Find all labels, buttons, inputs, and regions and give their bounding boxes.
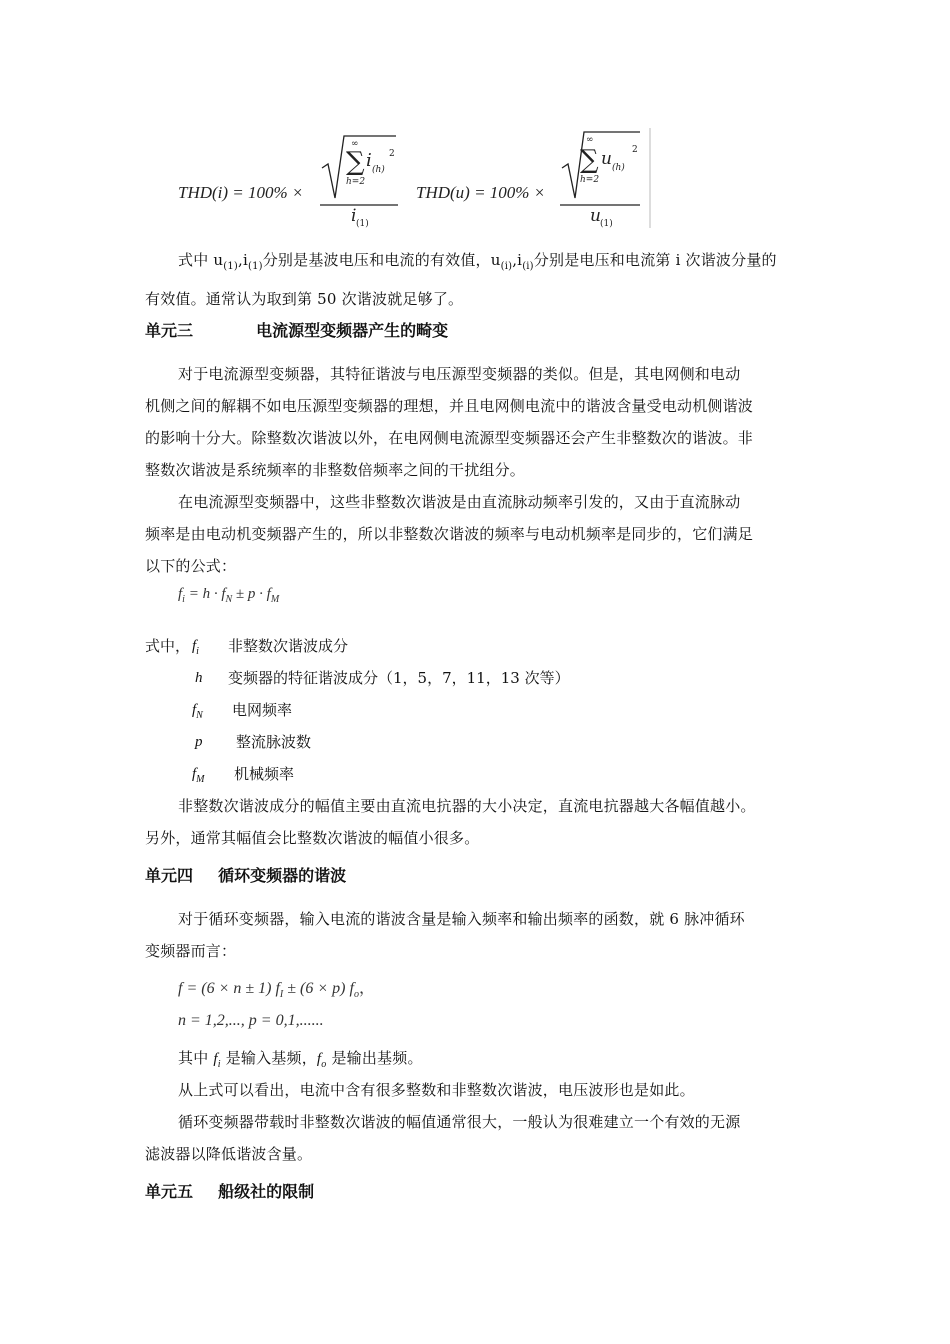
thd-u-sum-top: ∞ <box>586 135 594 145</box>
paragraph-line: 整数次谐波是系统频率的非整数倍频率之间的干扰组分。 <box>145 461 526 479</box>
variable-symbol: p <box>195 734 203 750</box>
text-span: 是输出基频。 <box>326 1049 423 1067</box>
thd-u-sum-bot: h=2 <box>580 175 600 185</box>
subscript: o <box>321 1059 327 1070</box>
thd-formula-graphic <box>170 128 660 228</box>
thd-u-sq: 2 <box>632 145 638 155</box>
variable-definition: 非整数次谐波成分 <box>228 637 349 655</box>
text-span: 式中 u <box>178 251 224 269</box>
paragraph-cycloconverter <box>145 903 815 967</box>
variable-list <box>145 630 815 790</box>
variable-definition: 机械频率 <box>234 765 295 783</box>
section-heading-5 <box>145 1179 314 1202</box>
variable-row <box>145 694 815 726</box>
formula-part: ， <box>358 980 375 997</box>
formula-part: f <box>178 586 183 602</box>
text-span: 是输入基频， <box>220 1049 317 1067</box>
paragraph-line: 对于循环变频器，输入电流的谐波含量是输入频率和输出频率的函数，就 6 脉冲循环 <box>178 910 745 928</box>
text-span: 其中 <box>178 1049 214 1067</box>
formula-part: = h · f <box>184 586 226 602</box>
paragraph-line: 变频器而言： <box>145 942 237 960</box>
paragraph-line: 对于电流源型变频器，其特征谐波与电压源型变频器的类似。但是，其电网侧和电动 <box>178 365 741 383</box>
paragraph-line: 另外，通常其幅值会比整数次谐波的幅值小很多。 <box>145 829 480 847</box>
variable-symbol: h <box>195 670 203 686</box>
subscript: o <box>353 989 359 1000</box>
formula-part: f = (6 × n ± 1) f <box>178 980 280 997</box>
thd-i-label: THD(i) = 100% × <box>178 183 304 202</box>
paragraph-line: 的影响十分大。除整数次谐波以外，在电网侧电流源型变频器还会产生非整数次的谐波。非 <box>145 429 754 447</box>
paragraph-filter <box>145 1106 815 1170</box>
math-symbol: f <box>316 1051 322 1067</box>
formula-line <box>178 976 375 1008</box>
thd-i-sum-bot: h=2 <box>346 177 366 187</box>
subscript: (i) <box>500 261 513 272</box>
paragraph-line: 在电流源型变频器中，这些非整数次谐波是由直流脉动频率引发的，又由于直流脉动 <box>178 493 741 511</box>
variable-definition: 变频器的特征谐波成分（1，5，7，11，13 次等） <box>228 669 570 687</box>
thd-i-denom: i <box>351 206 357 226</box>
formula-cycloconverter <box>178 976 375 1034</box>
paragraph-line: 非整数次谐波成分的幅值主要由直流电抗器的大小决定，直流电抗器越大各幅值越小。 <box>178 797 756 815</box>
thd-u-sigma: ∑ <box>580 145 599 175</box>
variable-symbol: $f_i$ <box>192 638 199 657</box>
thd-u-denom-sub: (1) <box>600 219 613 228</box>
paragraph-line: 循环变频器带载时非整数次谐波的幅值通常很大，一般认为很难建立一个有效的无源 <box>178 1113 741 1131</box>
paragraph-line: 机侧之间的解耦不如电压源型变频器的理想，并且电网侧电流中的谐波含量受电动机侧谐波 <box>145 397 754 415</box>
formula-line: n = 1,2,..., p = 0,1,...... <box>178 1012 324 1029</box>
variable-definition: 电网频率 <box>232 701 293 719</box>
text-span: 分别是基波电压和电流的有效值，u <box>262 251 501 269</box>
section-number: 单元三 <box>145 321 194 340</box>
thd-i-sum-top: ∞ <box>351 139 359 149</box>
variable-symbol: $f_N$ <box>192 702 203 721</box>
subscript: (i) <box>522 261 534 272</box>
paragraph-line: 滤波器以降低谐波含量。 <box>145 1145 313 1163</box>
subscript: I <box>279 989 284 1000</box>
variable-prefix: 式中， <box>145 637 191 655</box>
text-span: 分别是电压和电流第 i 次谐波分量的 <box>533 251 777 269</box>
variable-definition: 整流脉波数 <box>236 733 312 751</box>
section-heading-3 <box>145 318 448 341</box>
subscript: i <box>217 1059 221 1070</box>
paragraph-line: 以下的公式： <box>145 557 237 575</box>
text-span: 从上式可以看出，电流中含有很多整数和非整数次谐波，电压波形也是如此。 <box>178 1081 695 1099</box>
thd-u-label: THD(u) = 100% × <box>416 183 546 202</box>
thd-formulas <box>170 128 660 228</box>
paragraph-line: 有效值。通常认为取到第 50 次谐波就足够了。 <box>145 290 464 308</box>
section-title: 电流源型变频器产生的畸变 <box>256 321 449 340</box>
formula-part: ± p · f <box>232 586 271 602</box>
variable-row <box>145 630 815 662</box>
thd-i-numer-sub: (h) <box>372 165 385 175</box>
text-span: ,i <box>238 251 248 269</box>
section-heading-4 <box>145 863 346 886</box>
section-title: 循环变频器的谐波 <box>218 866 347 885</box>
thd-i-sigma: ∑ <box>346 147 365 177</box>
subscript: (1) <box>247 261 263 272</box>
section-title: 船级社的限制 <box>218 1182 315 1201</box>
thd-u-numer: u <box>601 149 612 169</box>
paragraph-waveform <box>178 1074 818 1106</box>
paragraph-current-source <box>145 358 815 486</box>
variable-symbol: $f_M$ <box>192 766 205 785</box>
section-number: 单元五 <box>145 1182 194 1201</box>
math-symbol: f <box>213 1051 218 1067</box>
variable-row <box>145 726 815 758</box>
subscript: (1) <box>223 261 238 272</box>
thd-i-numer: i <box>366 150 372 171</box>
thd-u-numer-sub: (h) <box>612 163 625 173</box>
thd-i-sq: 2 <box>389 149 395 159</box>
formula-part: ± (6 × p) f <box>283 980 354 997</box>
variable-row <box>145 758 815 790</box>
thd-i-denom-sub: (1) <box>356 219 369 228</box>
subscript: M <box>270 594 280 605</box>
section-number: 单元四 <box>145 866 194 885</box>
paragraph-line: 频率是由电动机变频器产生的，所以非整数次谐波的频率与电动机频率是同步的，它们满足 <box>145 525 754 543</box>
paragraph-amplitude <box>145 790 825 854</box>
thd-u-denom: u <box>590 206 601 226</box>
subscript: N <box>225 594 233 605</box>
subscript: i <box>182 594 185 605</box>
text-span: ,i <box>512 251 523 269</box>
paragraph-non-integer <box>145 486 815 582</box>
variable-row <box>145 662 815 694</box>
paragraph-line <box>145 244 815 283</box>
paragraph-thd-explanation <box>145 244 815 315</box>
formula-fi <box>178 586 279 605</box>
